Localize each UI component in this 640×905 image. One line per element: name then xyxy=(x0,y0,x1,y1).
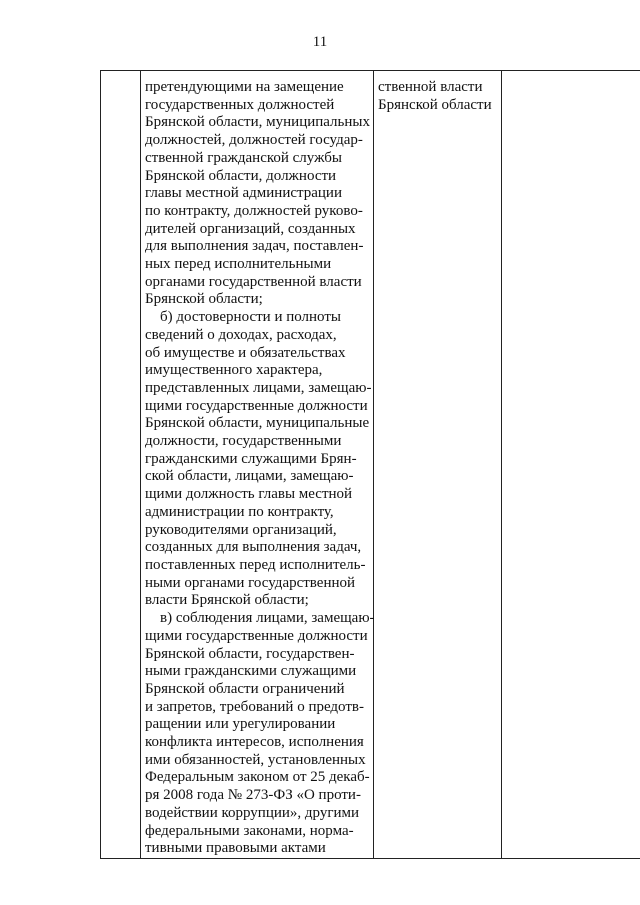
text-line: щими государственные должности xyxy=(145,397,368,414)
text-line: Брянской области, муниципальные xyxy=(145,415,370,432)
text-line: Брянской области ограничений xyxy=(145,680,345,697)
text-line: главы местной администрации xyxy=(145,185,342,202)
text-line: б) достоверности и полноты xyxy=(145,309,341,326)
text-line: конфликта интересов, исполнения xyxy=(145,734,364,751)
cell-number xyxy=(101,71,141,859)
text-line: ря 2008 года № 273-ФЗ «О проти- xyxy=(145,787,361,804)
text-line: Федеральным законом от 25 декаб- xyxy=(145,769,370,786)
page-number: 11 xyxy=(312,34,328,50)
text-line: Брянской области, должности xyxy=(145,167,337,184)
cell-description xyxy=(141,71,374,859)
text-line: водействии коррупции», другими xyxy=(145,804,360,821)
text-line: для выполнения задач, поставлен- xyxy=(145,238,364,255)
text-line: об имуществе и обязательствах xyxy=(145,344,346,361)
text-line: федеральными законами, норма- xyxy=(145,822,354,839)
text-line: ской области, лицами, замещаю- xyxy=(145,468,354,485)
text-line: государственных должностей xyxy=(145,96,335,113)
text-line: должностей, должностей государ- xyxy=(145,132,363,149)
text-line: администрации по контракту, xyxy=(145,503,334,520)
responsible-text xyxy=(374,71,501,114)
text-line: ственной власти xyxy=(378,79,483,95)
text-line: ными гражданскими служащими xyxy=(145,663,357,680)
text-line: органами государственной власти xyxy=(145,273,362,290)
text-line: ращении или урегулировании xyxy=(145,716,336,733)
text-line: ными органами государственной xyxy=(145,574,356,591)
text-line: дителей организаций, созданных xyxy=(145,220,356,237)
text-line: ственной гражданской службы xyxy=(145,149,342,166)
cell-deadline xyxy=(502,71,640,859)
text-line: и запретов, требований о предотв- xyxy=(145,698,364,715)
text-line: Брянской области, муниципальных xyxy=(145,114,370,131)
text-line: имущественного характера, xyxy=(145,362,323,379)
text-line: должности, государственными xyxy=(145,433,342,450)
text-line: ных перед исполнительными xyxy=(145,256,332,273)
text-line: претендующими на замещение xyxy=(145,79,344,95)
description-text xyxy=(141,71,373,858)
text-line: ими обязанностей, установленных xyxy=(145,751,366,768)
text-line: власти Брянской области; xyxy=(145,592,309,609)
text-line: поставленных перед исполнитель- xyxy=(145,556,366,573)
text-line: руководителями организаций, xyxy=(145,521,337,538)
text-line: щими должность главы местной xyxy=(145,486,353,503)
text-line: сведений о доходах, расходах, xyxy=(145,326,337,343)
text-line: гражданскими служащими Брян- xyxy=(145,450,357,467)
text-line: тивными правовыми актами xyxy=(145,840,326,857)
cell-responsible xyxy=(374,71,502,859)
text-line: щими государственные должности xyxy=(145,627,368,644)
text-line: Брянской области, государствен- xyxy=(145,645,355,662)
table-row xyxy=(101,71,640,859)
document-table xyxy=(100,70,640,859)
text-line: в) соблюдения лицами, замещаю- xyxy=(145,610,375,627)
text-line: Брянской области; xyxy=(145,291,263,308)
text-line: созданных для выполнения задач, xyxy=(145,539,362,556)
text-line: Брянской области xyxy=(378,96,492,113)
text-line: представленных лицами, замещаю- xyxy=(145,379,372,396)
text-line: по контракту, должностей руково- xyxy=(145,202,363,219)
